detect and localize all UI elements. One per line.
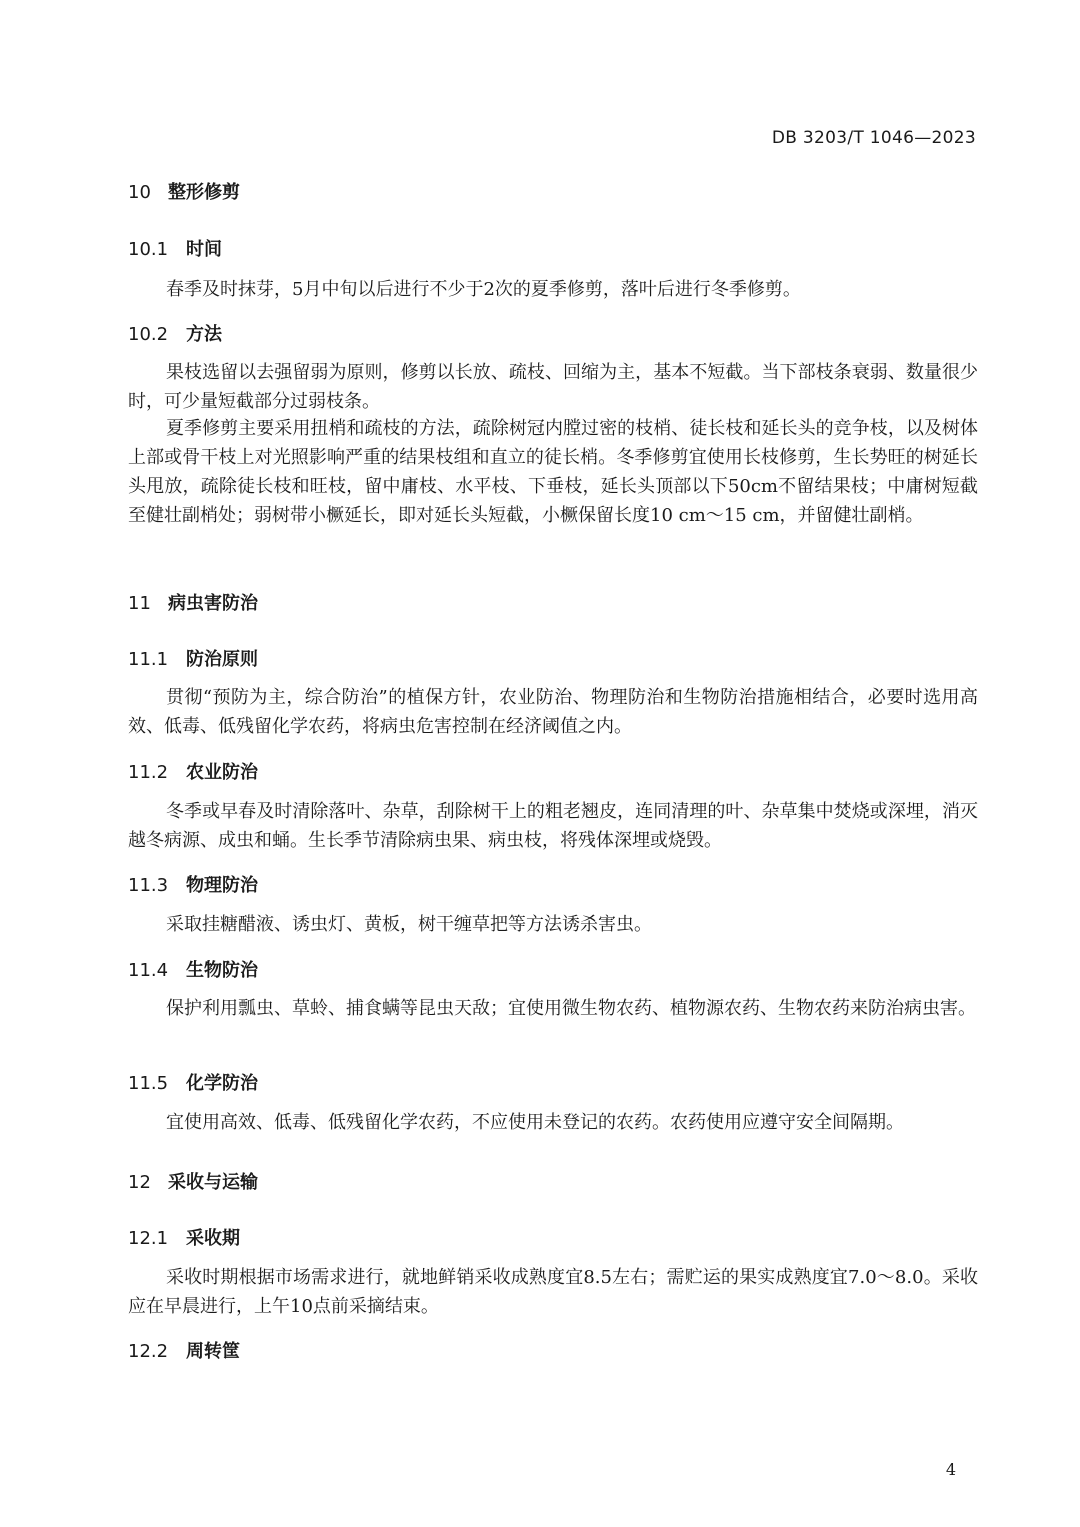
paragraph: 冬季或早春及时清除落叶、杂草，刮除树干上的粗老翘皮，连同清理的叶、杂草集中焚烧或深埋，消灭越冬病源、成虫和蛹。生长季节清除病虫果、病虫枝，将残体深埋或烧毁。 [128,801,978,851]
subsection-title: 采收期 [186,1228,240,1249]
subsection-heading-11-2 [128,758,258,784]
page-number: 4 [945,1460,956,1479]
subsection-title: 防治原则 [186,649,258,670]
section-number: 10 [128,182,151,203]
subsection-heading-12-2 [128,1337,240,1363]
subsection-title: 农业防治 [186,762,258,783]
section-title: 整形修剪 [168,182,240,203]
paragraph: 夏季修剪主要采用扭梢和疏枝的方法，疏除树冠内膛过密的枝梢、徒长枝和延长头的竞争枝，以及树体上部或骨干枝上对光照影响严重的结果枝组和直立的徒长梢。冬季修剪宜使用长枝修剪，生长势旺的树延长头甩放，疏除徒长枝和旺枝，留中庸枝、水平枝、下垂枝，延长头顶部以下50cm不留结果枝；中庸树短截至健壮副梢处；弱树带小橛延长，即对延长头短截，小橛保留长度10 cm～15 cm，并留健壮副梢。 [128,418,978,526]
section-heading-11 [128,589,258,615]
paragraph: 贯彻“预防为主，综合防治”的植保方针，农业防治、物理防治和生物防治措施相结合，必要时选用高效、低毒、低残留化学农药，将病虫危害控制在经济阈值之内。 [128,687,978,737]
section-number: 11 [128,593,151,614]
subsection-number: 11.4 [128,960,169,981]
subsection-title: 时间 [186,239,222,260]
document-code: DB 3203/T 1046—2023 [771,128,976,148]
subsection-heading-10-1 [128,235,222,261]
subsection-title: 物理防治 [186,875,258,896]
paragraph: 春季及时抹芽，5月中旬以后进行不少于2次的夏季修剪，落叶后进行冬季修剪。 [166,279,801,300]
subsection-title: 周转筐 [186,1341,240,1362]
section-heading-12 [128,1168,258,1194]
subsection-heading-11-4 [128,956,258,982]
subsection-number: 11.1 [128,649,169,670]
subsection-title: 化学防治 [186,1073,258,1094]
subsection-title: 方法 [186,324,222,345]
paragraph: 宜使用高效、低毒、低残留化学农药，不应使用未登记的农药。农药使用应遵守安全间隔期。 [166,1112,904,1133]
paragraph: 保护利用瓢虫、草蛉、捕食螨等昆虫天敌；宜使用微生物农药、植物源农药、生物农药来防治病虫害。 [166,998,976,1019]
section-title: 采收与运输 [168,1172,258,1193]
section-heading-10 [128,178,240,204]
subsection-heading-11-5 [128,1069,258,1095]
section-number: 12 [128,1172,151,1193]
subsection-number: 10.2 [128,324,169,345]
subsection-heading-11-1 [128,645,258,671]
subsection-number: 10.1 [128,239,169,260]
subsection-number: 12.2 [128,1341,169,1362]
subsection-number: 11.3 [128,875,169,896]
section-title: 病虫害防治 [168,593,258,614]
subsection-heading-12-1 [128,1224,240,1250]
paragraph: 采收时期根据市场需求进行，就地鲜销采收成熟度宜8.5左右；需贮运的果实成熟度宜7.0～8.0。采收应在早晨进行，上午10点前采摘结束。 [128,1267,978,1317]
subsection-number: 11.5 [128,1073,169,1094]
subsection-number: 12.1 [128,1228,169,1249]
paragraph: 采取挂糖醋液、诱虫灯、黄板，树干缠草把等方法诱杀害虫。 [166,914,652,935]
subsection-heading-11-3 [128,871,258,897]
paragraph: 果枝选留以去强留弱为原则，修剪以长放、疏枝、回缩为主，基本不短截。当下部枝条衰弱、数量很少时，可少量短截部分过弱枝条。 [128,362,978,412]
subsection-number: 11.2 [128,762,169,783]
subsection-title: 生物防治 [186,960,258,981]
subsection-heading-10-2 [128,320,222,346]
